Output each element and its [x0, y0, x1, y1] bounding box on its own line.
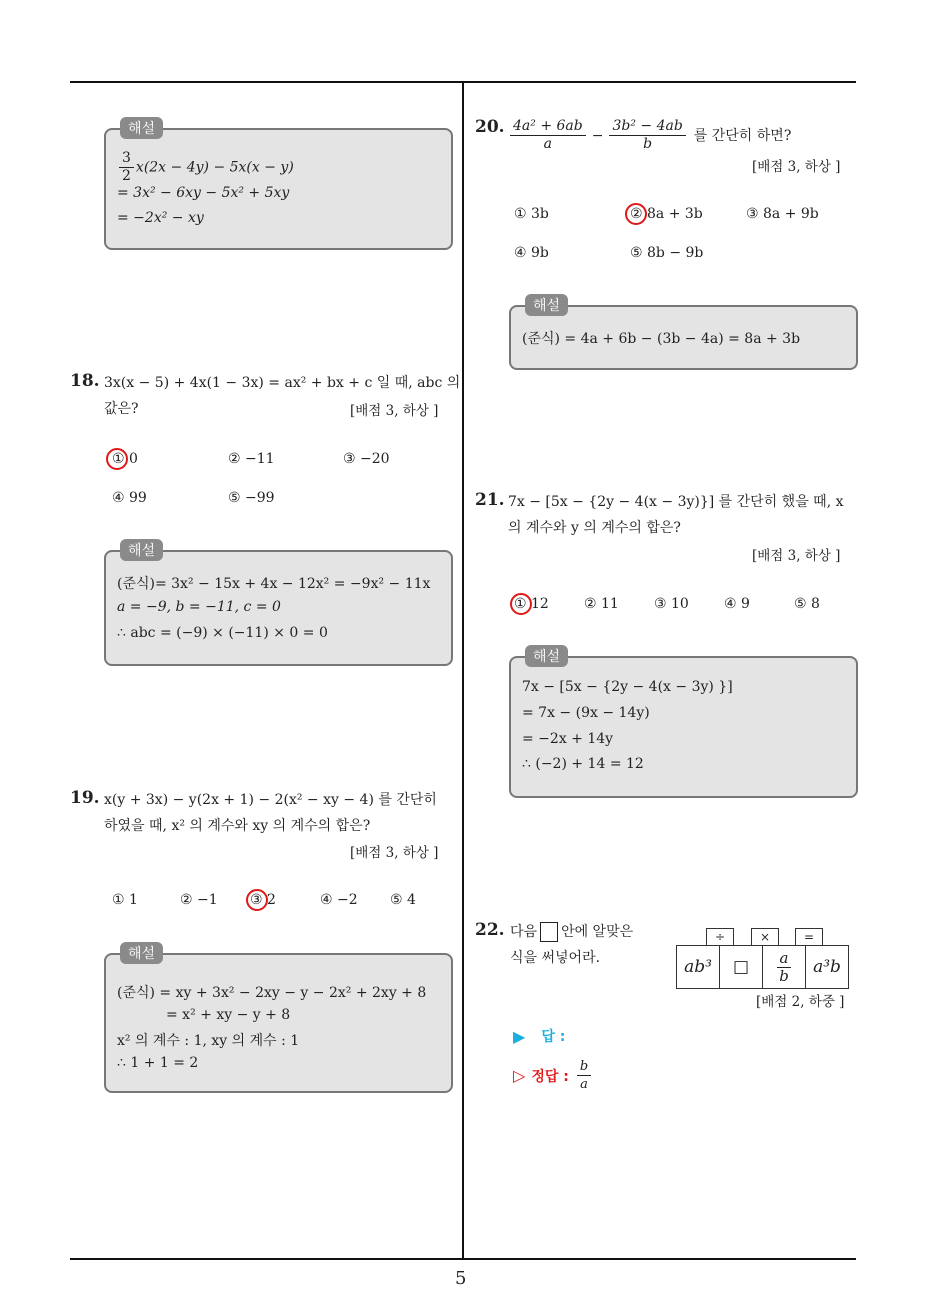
q20-fraction-1: $\frac{\text{4a² + 6ab}}{a}$	[510, 118, 586, 153]
q20-solution-tag: 해설	[525, 294, 568, 316]
q19-solution-box	[104, 953, 453, 1093]
answer-label: 답 :	[541, 1029, 566, 1045]
q18-solution-tag: 해설	[120, 539, 163, 561]
q18-text-line-1: 3x(x − 5) + 4x(1 − 3x) = ax² + bx + c 일 때, abc 의	[104, 375, 461, 391]
answer-arrow-icon: ▶	[513, 1026, 526, 1046]
page-number: 5	[455, 1268, 467, 1289]
column-divider	[462, 81, 464, 1259]
q20-solution-line-1: (준식) = 4a + 6b − (3b − 4a) = 8a + 3b	[522, 331, 801, 347]
q18-option-4[interactable]: ④ 99	[112, 490, 147, 506]
divide-operator: ÷	[706, 928, 734, 946]
q18-number: 18.	[70, 371, 100, 391]
q21-option-4[interactable]: ④ 9	[724, 596, 750, 612]
q18-solution-line-3: ∴ abc = (−9) × (−11) × 0 = 0	[117, 625, 328, 641]
q17-fraction: $\frac{3}{2}$	[119, 150, 134, 185]
q21-solution-tag: 해설	[525, 645, 568, 667]
q18-solution-line-1: (준식)= 3x² − 15x + 4x − 12x² = −9x² − 11x	[117, 576, 431, 592]
q22-text-line-2: 식을 써넣어라.	[510, 950, 601, 966]
correct-answer-row	[513, 1058, 593, 1093]
q21-solution-box	[509, 656, 858, 798]
q18-option-5[interactable]: ⑤ −99	[228, 490, 275, 506]
equals-operator: =	[795, 928, 823, 946]
q21-solution-line-2: = 7x − (9x − 14y)	[522, 705, 650, 721]
q21-option-1[interactable]: ① 12	[514, 596, 549, 612]
q20-option-1[interactable]: ① 3b	[514, 206, 549, 222]
q19-option-2[interactable]: ② −1	[180, 892, 218, 908]
q22-points: [배점 2, 하중 ]	[756, 994, 845, 1010]
q20-number: 20.	[475, 117, 505, 137]
q22-number: 22.	[475, 920, 505, 940]
cell-a-over-b: $\frac{a}{b}$	[763, 946, 806, 989]
q20-option-2[interactable]: ② 8a + 3b	[630, 206, 703, 222]
q20-points: [배점 3, 하상 ]	[752, 159, 841, 175]
answer-row	[513, 1026, 565, 1046]
correct-arrow-icon: ▷	[513, 1066, 526, 1085]
q18-solution-line-2: a = −9, b = −11, c = 0	[117, 599, 281, 615]
q21-option-2[interactable]: ② 11	[584, 596, 619, 612]
q20-fraction-2: $\frac{\text{3b² − 4ab}}{b}$	[609, 118, 685, 153]
correct-answer-value: $\frac{b}{a}$	[577, 1058, 591, 1093]
blank-box-icon	[540, 922, 558, 942]
q20-option-5[interactable]: ⑤ 8b − 9b	[630, 245, 704, 261]
q19-option-1[interactable]: ① 1	[112, 892, 138, 908]
q21-text-line-2: 의 계수와 y 의 계수의 합은?	[508, 520, 681, 536]
q17-solution-line-1: $\frac{3}{2}$ x(2x − 4y) − 5x(x − y)	[117, 150, 294, 185]
q18-text-line-2: 값은?	[104, 401, 139, 417]
q22-text-line-1: 다음 안에 알맞은	[510, 924, 634, 940]
q19-solution-tag: 해설	[120, 942, 163, 964]
q19-option-4[interactable]: ④ −2	[320, 892, 358, 908]
q19-solution-line-1: (준식) = xy + 3x² − 2xy − y − 2x² + 2xy + 8	[117, 985, 427, 1001]
q22-operation-table	[676, 945, 849, 989]
q17-solution-tag: 해설	[120, 117, 163, 139]
q19-number: 19.	[70, 788, 100, 808]
q21-solution-line-3: = −2x + 14y	[522, 731, 614, 747]
q19-solution-line-3: x² 의 계수 : 1, xy 의 계수 : 1	[117, 1033, 300, 1049]
q19-points: [배점 3, 하상 ]	[350, 845, 439, 861]
q21-text-line-1: 7x − [5x − {2y − 4(x − 3y)}] 를 간단히 했을 때, x	[508, 494, 844, 510]
q19-option-3[interactable]: ③ 2	[250, 892, 276, 908]
q20-expression: $\frac{\text{4a² + 6ab}}{a}$ − $\frac{\text{3b² − 4ab}}{b}$ 를 간단히 하면?	[508, 118, 791, 153]
q21-number: 21.	[475, 490, 505, 510]
q21-points: [배점 3, 하상 ]	[752, 548, 841, 564]
q20-option-4[interactable]: ④ 9b	[514, 245, 549, 261]
q19-option-5[interactable]: ⑤ 4	[390, 892, 416, 908]
correct-answer-label: 정답 :	[531, 1068, 569, 1085]
q20-option-3[interactable]: ③ 8a + 9b	[746, 206, 819, 222]
cell-blank[interactable]: □	[720, 946, 763, 989]
multiply-operator: ×	[751, 928, 779, 946]
q19-text-line-1: x(y + 3x) − y(2x + 1) − 2(x² − xy − 4) 를 간단히	[104, 792, 437, 808]
q19-solution-line-4: ∴ 1 + 1 = 2	[117, 1055, 199, 1071]
cell-ab3: ab³	[677, 946, 720, 989]
q21-option-3[interactable]: ③ 10	[654, 596, 689, 612]
q21-option-5[interactable]: ⑤ 8	[794, 596, 820, 612]
bottom-rule	[70, 1258, 856, 1260]
q18-option-1[interactable]: ① 0	[112, 451, 138, 467]
q19-text-line-2: 하였을 때, x² 의 계수와 xy 의 계수의 합은?	[104, 818, 371, 834]
q18-points: [배점 3, 하상 ]	[350, 403, 439, 419]
q21-solution-line-1: 7x − [5x − {2y − 4(x − 3y) }]	[522, 679, 733, 695]
q18-option-3[interactable]: ③ −20	[343, 451, 390, 467]
q17-solution-line-2: = 3x² − 6xy − 5x² + 5xy	[117, 185, 290, 201]
q21-solution-line-4: ∴ (−2) + 14 = 12	[522, 756, 644, 772]
q19-solution-line-2: = x² + xy − y + 8	[166, 1007, 291, 1023]
q18-option-2[interactable]: ② −11	[228, 451, 275, 467]
cell-a3b: a³b	[806, 946, 849, 989]
q17-solution-line-3: = −2x² − xy	[117, 210, 204, 226]
